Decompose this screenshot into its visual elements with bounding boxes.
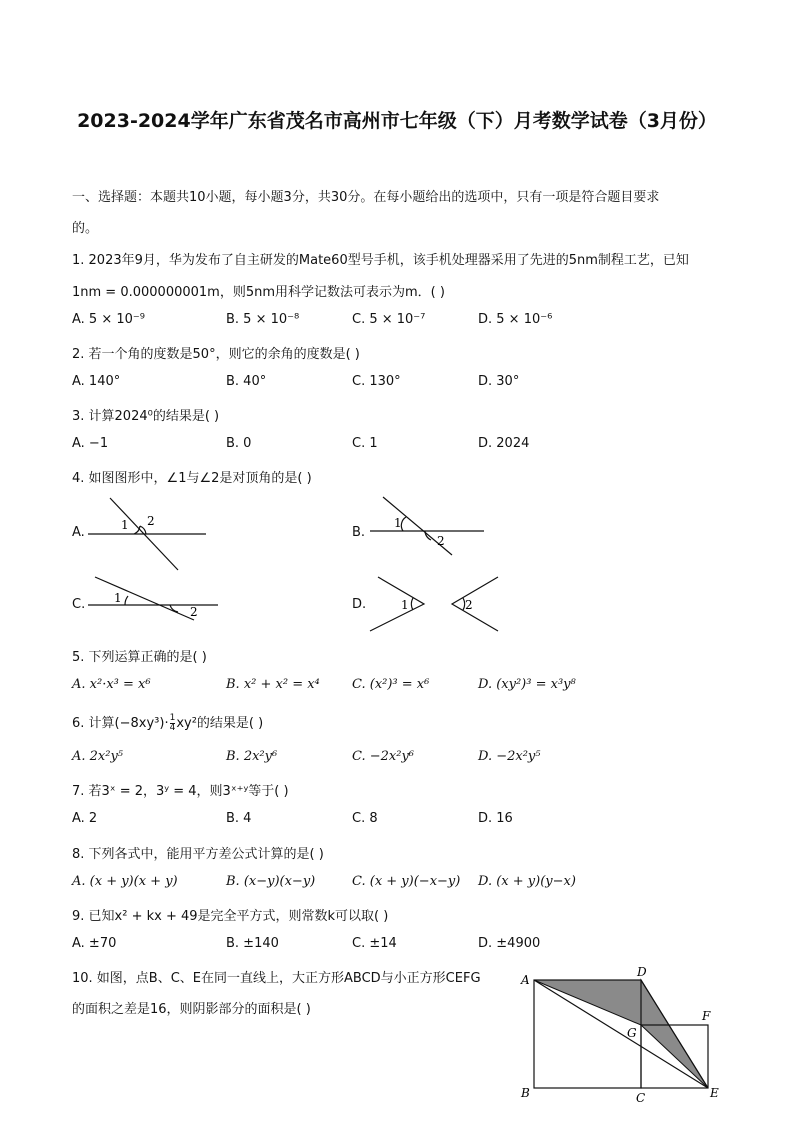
figure-b [370,497,484,555]
fig-b-label-2: 2 [437,534,445,548]
q5-stem: 5. 下列运算正确的是( ) [72,650,207,665]
q7-option-c: C. 8 [352,811,378,826]
figure-c [88,577,218,620]
q8-option-d: D. (x + y)(y−x) [478,874,576,889]
q1-option-c: C. 5 × 10⁻⁷ [352,312,426,327]
q9-option-a: A. ±70 [72,936,117,951]
q5-option-d: D. (xy²)³ = x³y⁸ [478,677,576,692]
q3-option-b: B. 0 [226,436,252,451]
fig-a-label-2: 2 [147,514,155,528]
q9-stem: 9. 已知x² + kx + 49是完全平方式，则常数k可以取( ) [72,909,389,924]
q10-figure [510,960,770,1110]
q6-stem [72,712,263,733]
q1-stem: 1. 2023年9月，华为发布了自主研发的Mate60型号手机，该手机处理器采用了先进的5nm制程工艺，已知 [72,253,689,268]
q4-option-c: C. [72,597,86,612]
figure-a [88,498,206,570]
fig-d-left-angle [370,577,424,631]
q8-option-c: C. (x + y)(−x−y) [352,874,461,889]
q1-option-a: A. 5 × 10⁻⁹ [72,312,145,327]
q7-option-b: B. 4 [226,811,252,826]
q10-shaded-triangle-1 [534,980,641,1025]
q2-option-d: D. 30° [478,374,520,389]
fig-d-label-1: 1 [401,598,409,612]
exam-title: 2023-2024学年广东省茂名市高州市七年级（下）月考数学试卷（3月份） [77,110,717,132]
q2-stem: 2. 若一个角的度数是50°，则它的余角的度数是( ) [72,347,360,362]
fig-c-arc-1 [125,596,128,605]
q4-option-b: B. [352,525,366,540]
q6-option-a: A. 2x²y⁵ [72,749,124,764]
q10-label-a: A [521,973,530,987]
q2-option-b: B. 40° [226,374,267,389]
fig-d-arc-1 [411,598,413,610]
section-heading-line1: 一、选择题：本题共10小题，每小题3分，共30分。在每小题给出的选项中，只有一项是符合题目要求 [72,190,660,205]
q10-label-f: F [702,1009,711,1023]
q5-option-c: C. (x²)³ = x⁶ [352,677,430,692]
q10-stem-2: 的面积之差是16，则阴影部分的面积是( ) [72,1002,311,1017]
q8-option-a: A. (x + y)(x + y) [72,874,178,889]
fig-b-label-1: 1 [394,516,402,530]
q8-option-b: B. (x−y)(x−y) [226,874,316,889]
q6-fraction [170,714,176,733]
q3-option-c: C. 1 [352,436,378,451]
q6-stem-post: xy²的结果是( ) [176,716,264,731]
q1-option-d: D. 5 × 10⁻⁶ [478,312,553,327]
q3-option-a: A. −1 [72,436,109,451]
q7-stem: 7. 若3ˣ = 2，3ʸ = 4，则3ˣ⁺ʸ等于( ) [72,784,289,799]
q6-option-c: C. −2x²y⁶ [352,749,415,764]
q4-option-d: D. [352,597,367,612]
q7-option-d: D. 16 [478,811,513,826]
q3-stem: 3. 计算2024⁰的结果是( ) [72,409,220,424]
q6-option-d: D. −2x²y⁵ [478,749,541,764]
q4-option-a: A. [72,525,85,540]
q10-label-d: D [637,965,647,979]
q8-stem: 8. 下列各式中，能用平方差公式计算的是( ) [72,847,324,862]
q10-label-c: C [636,1091,646,1105]
q10-label-e: E [710,1086,719,1100]
q9-option-c: C. ±14 [352,936,397,951]
q6-option-b: B. 2x²y⁶ [226,749,278,764]
fig-b-arc-1 [401,517,406,531]
q2-option-c: C. 130° [352,374,401,389]
fig-c-slanted-line [95,577,194,620]
q9-option-d: D. ±4900 [478,936,541,951]
fig-c-label-2: 2 [190,605,198,619]
q7-option-a: A. 2 [72,811,98,826]
q5-option-b: B. x² + x² = x⁴ [226,677,320,692]
fig-c-label-1: 1 [114,591,122,605]
fig-d-right-angle [452,577,498,631]
q9-option-b: B. ±140 [226,936,279,951]
q10-label-b: B [521,1086,530,1100]
fig-c-arc-2 [170,605,178,612]
q4-stem: 4. 如图图形中，∠1与∠2是对顶角的是( ) [72,471,312,486]
q1-option-b: B. 5 × 10⁻⁸ [226,312,300,327]
fig-a-label-1: 1 [121,518,129,532]
q3-option-d: D. 2024 [478,436,530,451]
q6-stem-pre: 6. 计算(−8xy³)· [72,716,169,731]
q6-fraction-numerator: 1 [169,713,176,723]
q10-stem: 10. 如图，点B、C、E在同一直线上，大正方形ABCD与小正方形CEFG [72,971,481,986]
section-heading-line2: 的。 [72,221,99,236]
q1-stem-2: 1nm = 0.000000001m，则5nm用科学记数法可表示为m．( ) [72,285,445,300]
fig-d-label-2: 2 [465,598,473,612]
figure-d [370,577,498,631]
q5-option-a: A. x²·x³ = x⁶ [72,677,151,692]
q6-fraction-denominator: 4 [169,723,176,733]
q2-option-a: A. 140° [72,374,121,389]
q10-label-g: G [627,1026,637,1040]
